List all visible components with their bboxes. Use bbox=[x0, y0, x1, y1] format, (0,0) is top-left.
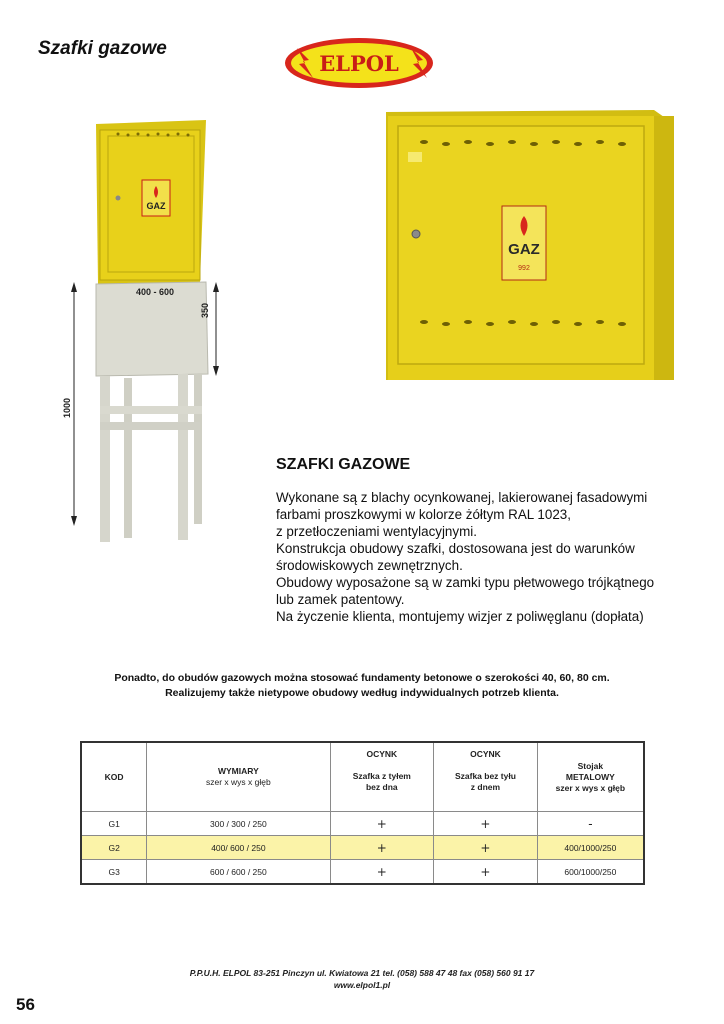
cell-kod: G1 bbox=[81, 812, 147, 836]
description-line: Konstrukcja obudowy szafki, dostosowana jest do warunków bbox=[276, 541, 635, 556]
description-line: lub zamek patentowy. bbox=[276, 592, 405, 607]
description-line: z przetłoczeniami wentylacyjnymi. bbox=[276, 524, 477, 539]
cell-ocynk1: + bbox=[330, 836, 434, 860]
svg-text:GAZ: GAZ bbox=[146, 201, 166, 211]
header-wymiary: WYMIARY szer x wys x głęb bbox=[147, 742, 330, 812]
note-line: Realizujemy także nietypowe obudowy według indywidualnych potrzeb klienta. bbox=[165, 687, 559, 699]
gas-cabinet-photo bbox=[384, 108, 676, 384]
width-dimension-label: 400 - 600 bbox=[135, 287, 175, 297]
cell-ocynk1: + bbox=[330, 860, 434, 885]
total-height-label: 1000 bbox=[62, 397, 72, 418]
svg-text:GAZ: GAZ bbox=[508, 241, 540, 258]
foundation-note bbox=[30, 671, 694, 701]
cell-wymiary: 400/ 600 / 250 bbox=[147, 836, 330, 860]
spec-table bbox=[80, 741, 645, 885]
description-line: farbami proszkowymi w kolorze żółtym RAL 1023, bbox=[276, 507, 571, 522]
note-line: Ponadto, do obudów gazowych można stosować fundamenty betonowe o szerokości 40, 60, 80 cm. bbox=[114, 672, 610, 684]
cell-stojak: 400/1000/250 bbox=[537, 836, 644, 860]
svg-text:992: 992 bbox=[518, 265, 530, 272]
description-line: Obudowy wyposażone są w zamki typu płetwowego trójkątnego bbox=[276, 575, 655, 590]
cabinet-on-stand-photo bbox=[56, 112, 246, 552]
cell-kod: G2 bbox=[81, 836, 147, 860]
cabinet-height-label: 350 bbox=[200, 302, 210, 318]
table-row bbox=[81, 860, 644, 885]
table-header-row bbox=[81, 742, 644, 812]
page-title: Szafki gazowe bbox=[38, 38, 167, 59]
cell-ocynk2: + bbox=[434, 836, 538, 860]
svg-text:ELPOL: ELPOL bbox=[319, 51, 399, 76]
footer-address: P.P.U.H. ELPOL 83-251 Pinczyn ul. Kwiatowa 21 tel. (058) 588 47 48 fax (058) 560 91 17 bbox=[189, 968, 535, 978]
page-number: 56 bbox=[16, 995, 35, 1014]
cell-wymiary: 600 / 600 / 250 bbox=[147, 860, 330, 885]
cell-stojak: 600/1000/250 bbox=[537, 860, 644, 885]
description-line: Na życzenie klienta, montujemy wizjer z poliwęglanu (dopłata) bbox=[276, 609, 644, 624]
footer bbox=[0, 967, 724, 991]
header-ocynk-bez-tylu: OCYNK Szafka bez tyłu z dnem bbox=[434, 742, 538, 812]
section-heading: SZAFKI GAZOWE bbox=[276, 456, 411, 473]
product-description bbox=[276, 489, 706, 625]
footer-website: www.elpol1.pl bbox=[333, 980, 391, 990]
header-kod: KOD bbox=[81, 742, 147, 812]
header-ocynk-z-tylem: OCYNK Szafka z tyłem bez dna bbox=[330, 742, 434, 812]
cell-stojak: - bbox=[537, 812, 644, 836]
table-row bbox=[81, 836, 644, 860]
description-line: środowiskowych zewnętrznych. bbox=[276, 558, 463, 573]
cell-ocynk1: + bbox=[330, 812, 434, 836]
cell-kod: G3 bbox=[81, 860, 147, 885]
cell-ocynk2: + bbox=[434, 812, 538, 836]
table-row bbox=[81, 812, 644, 836]
description-line: Wykonane są z blachy ocynkowanej, lakierowanej fasadowymi bbox=[276, 490, 648, 505]
header-stojak: Stojak METALOWY szer x wys x głęb bbox=[537, 742, 644, 812]
cell-ocynk2: + bbox=[434, 860, 538, 885]
elpol-logo bbox=[283, 36, 435, 90]
cell-wymiary: 300 / 300 / 250 bbox=[147, 812, 330, 836]
